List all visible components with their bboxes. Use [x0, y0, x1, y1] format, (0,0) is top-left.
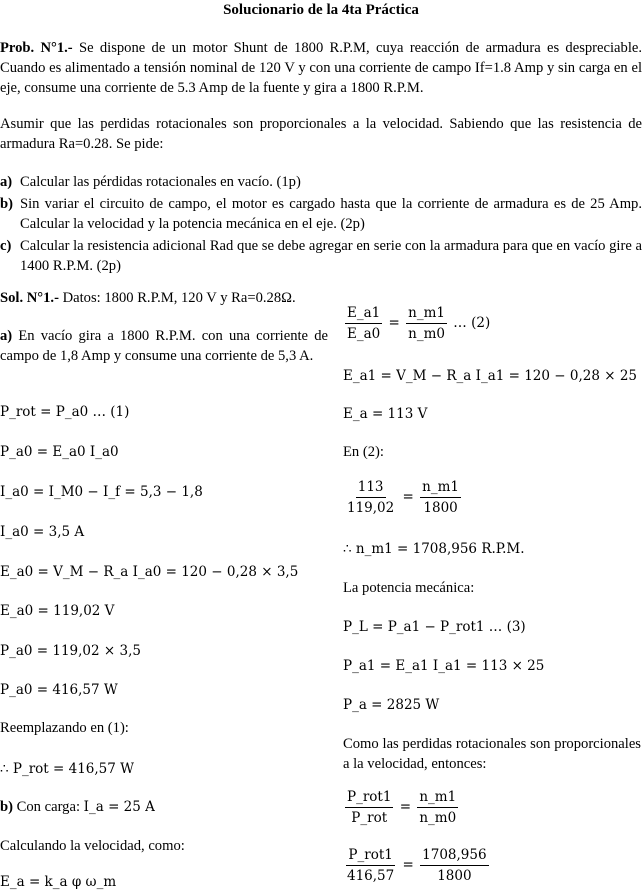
question-item-b — [0, 194, 642, 234]
question-label: a) — [0, 174, 13, 190]
problem-statement — [0, 38, 642, 98]
equation-pa0-product: P_a0 = 119,02 × 3,5 — [0, 643, 141, 659]
velocity-text: Calculando la velocidad, como: — [0, 838, 185, 854]
solution-header — [0, 288, 340, 308]
question-list — [0, 172, 642, 278]
equation-ea-value: E_a = 113 V — [343, 406, 428, 422]
in-eq2-text: En (2): — [343, 444, 384, 460]
equation-ia0-value: I_a0 = 3,5 A — [0, 524, 85, 540]
equation-nm1-result: ∴ n_m1 = 1708,956 R.P.M. — [343, 541, 525, 557]
question-text: Sin variar el circuito de campo, el motor es cargado hasta que la corriente de armadura es de 25 Amp. Calcular la velocidad y la potencia mecánica en el eje. (2p) — [20, 196, 642, 232]
equation-prot1-values: $\frac{\text{P\_rot1}}{416,57}$ = $\frac{1708,956}{1800}$ — [347, 847, 487, 884]
part-a-text: En vacío gira a 1800 R.P.M. con una corriente de campo de 1,8 Amp y consume una corriente de 5,3 A. — [0, 328, 328, 364]
fraction-ea: $\frac{E\_a1}{E\_a0}$ — [347, 305, 381, 342]
solution-label: Sol. N°1.- — [0, 290, 59, 306]
part-a-label: a) — [0, 328, 13, 344]
equation-2: $\frac{E\_a1}{E\_a0}$ = $\frac{n\_m1}{n\_m0}$ … (2) — [347, 305, 491, 342]
part-b-statement — [0, 797, 328, 817]
question-text: Calcular la resistencia adicional Rad que se debe agregar en serie con la armadura para que en vacío gire a 1400 R.P.M. (2p) — [20, 238, 642, 274]
equation-ea0: E_a0 = V_M − R_a I_a0 = 120 − 0,28 × 3,5 — [0, 564, 299, 580]
mech-power-text: La potencia mecánica: — [343, 580, 475, 596]
equation-pa-value: P_a = 2825 W — [343, 697, 440, 713]
fraction-prot1-41657: $\frac{\text{P\_rot1}}{416,57}$ — [347, 847, 395, 884]
part-b-label: b) — [0, 799, 13, 815]
equation-pl: P_L = P_a1 − P_rot1 … (3) — [343, 619, 526, 635]
equation-prot-ratio: $\frac{\text{P\_rot1}}{\text{P\_rot}}$ = $\frac{n\_m1}{n\_m0}$ — [347, 789, 457, 826]
question-item-c — [0, 236, 642, 276]
solution-data-text: Datos: 1800 R.P.M, 120 V y Ra=0.28Ω. — [62, 290, 296, 306]
replace-text: Reemplazando en (1): — [0, 720, 129, 736]
problem-label: Prob. N°1.- — [0, 40, 73, 56]
fraction-nm-ratio: $\frac{n\_m1}{n\_m0}$ — [419, 789, 457, 826]
question-item-a — [0, 172, 642, 192]
fraction-prot: $\frac{\text{P\_rot1}}{\text{P\_rot}}$ — [347, 789, 392, 826]
equation-ea1: E_a1 = V_M − R_a I_a1 = 120 − 0,28 × 25 — [343, 368, 638, 384]
equation-ia0-diff: I_a0 = I_M0 − I_f = 5,3 − 1,8 — [0, 484, 203, 500]
fraction-113: $\frac{113}{119,02}$ — [347, 479, 395, 516]
since-text: Como las perdidas rotacionales son proporcionales a la velocidad, entonces: — [343, 736, 641, 772]
fraction-nm: $\frac{n\_m1}{n\_m0}$ — [408, 305, 445, 342]
equation-ea-formula: E_a = k_a φ ω_m — [0, 874, 117, 890]
equation-prot-result: ∴ P_rot = 416,57 W — [0, 761, 135, 777]
part-b-text: Con carga: — [16, 799, 80, 815]
part-a-statement — [0, 326, 328, 366]
question-label: b) — [0, 196, 13, 212]
page-title: Solucionario de la 4ta Práctica — [223, 2, 419, 18]
fraction-1708956-1800: $\frac{1708,956}{1800}$ — [422, 847, 487, 884]
equation-pa1: P_a1 = E_a1 I_a1 = 113 × 25 — [343, 658, 545, 674]
equation-pa0-value: P_a0 = 416,57 W — [0, 682, 118, 698]
equation-pa0: P_a0 = E_a0 I_a0 — [0, 444, 119, 460]
question-label: c) — [0, 238, 12, 254]
question-text: Calcular las pérdidas rotacionales en vacío. (1p) — [20, 174, 301, 190]
problem-intro-text: Se dispone de un motor Shunt de 1800 R.P.M, cuya reacción de armadura es despreciable. Cuando es alimentado a tensión nominal de 120 V y con una corriente de campo If=1.8 Amp y sin carga en el eje, consume una corriente de 5.3 Amp de la fuente y gira a 1800 R.P.M. — [0, 40, 642, 96]
assumption-text: Asumir que las perdidas rotacionales son proporcionales a la velocidad. Sabiendo que las resistencia de armadura Ra=0.28. Se pide: — [0, 116, 642, 152]
fraction-nm1-1800: $\frac{n\_m1}{1800}$ — [422, 479, 459, 516]
equation-ea0-value: E_a0 = 119,02 V — [0, 603, 115, 619]
equation-speed-ratio: $\frac{113}{119,02}$ = $\frac{n\_m1}{1800}$ — [347, 479, 459, 516]
equation-ia: I_a = 25 A — [83, 799, 155, 815]
equation-prot: P_rot = P_a0 … (1) — [0, 404, 130, 420]
